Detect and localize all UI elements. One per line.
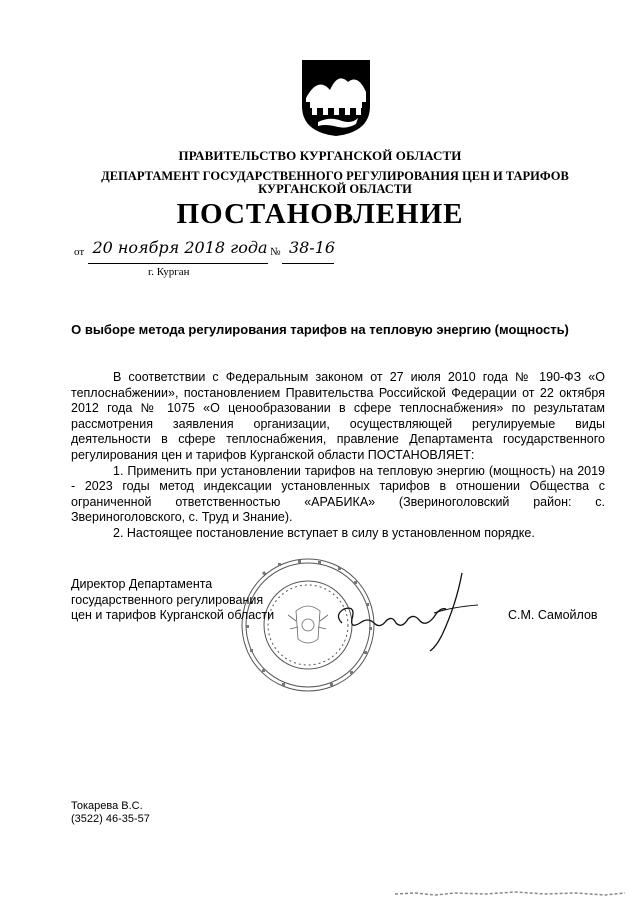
date-underline (88, 263, 268, 264)
date-line (74, 238, 336, 258)
city-name: г. Курган (148, 266, 190, 278)
body-paragraph-2: 1. Применить при установлении тарифов на тепловую энергию (мощность) на 2019 - 2023 годы метод индексации установленных тарифов в отношении Общества с ограниченной ответственностью «АРАБИКА» (Звериноголовский район: с. Звериноголовского, с. Труд и Знание). (71, 463, 605, 525)
document-body (71, 370, 605, 542)
number-label: № (270, 246, 281, 258)
signer-name: С.М. Самойлов (508, 608, 598, 622)
signer-title-line2: государственного регулирования (71, 592, 264, 607)
coat-of-arms-icon (300, 58, 372, 138)
document-subject: О выборе метода регулирования тарифов на тепловую энергию (мощность) (71, 322, 569, 337)
number-underline (282, 263, 334, 264)
signature-title-block (71, 577, 274, 624)
handwritten-signature-icon (330, 565, 480, 655)
department-name (100, 170, 570, 196)
document-title: ПОСТАНОВЛЕНИЕ (176, 198, 464, 230)
organization-name: ПРАВИТЕЛЬСТВО КУРГАНСКОЙ ОБЛАСТИ (178, 148, 462, 163)
signer-title-line1: Директор Департамента (71, 577, 213, 591)
scan-artifact (395, 888, 625, 898)
contact-block (71, 800, 150, 827)
handwritten-number: 38-16 (288, 238, 336, 257)
contact-phone: (3522) 46-35-57 (71, 813, 150, 826)
body-paragraph-3: 2. Настоящее постановление вступает в силу в установленном порядке. (113, 525, 535, 540)
department-name-line1: ДЕПАРТАМЕНТ ГОСУДАРСТВЕННОГО РЕГУЛИРОВАНИЯ ЦЕН И ТАРИФОВ (101, 169, 569, 183)
department-name-line2: КУРГАНСКОЙ ОБЛАСТИ (258, 182, 412, 196)
date-prefix: от (74, 246, 85, 258)
body-paragraph-1: В соответствии с Федеральным законом от 27 июля 2010 года № 190-ФЗ «О теплоснабжении», постановлением Правительства Российской Федерации от 22 октября 2012 года № 1075 «О ценообразовании в сфере теплоснабжения» по результатам рассмотрения заявления организации, осуществляющей регулируемые виды деятельности в сфере теплоснабжения, правление Департамента государственного регулирования цен и тарифов Курганской области ПОСТАНОВЛЯЕТ: (71, 370, 605, 462)
contact-name: Токарева В.С. (71, 800, 143, 812)
signer-title-line3: цен и тарифов Курганской области (71, 608, 275, 623)
handwritten-date: 20 ноября 2018 года (92, 238, 268, 257)
